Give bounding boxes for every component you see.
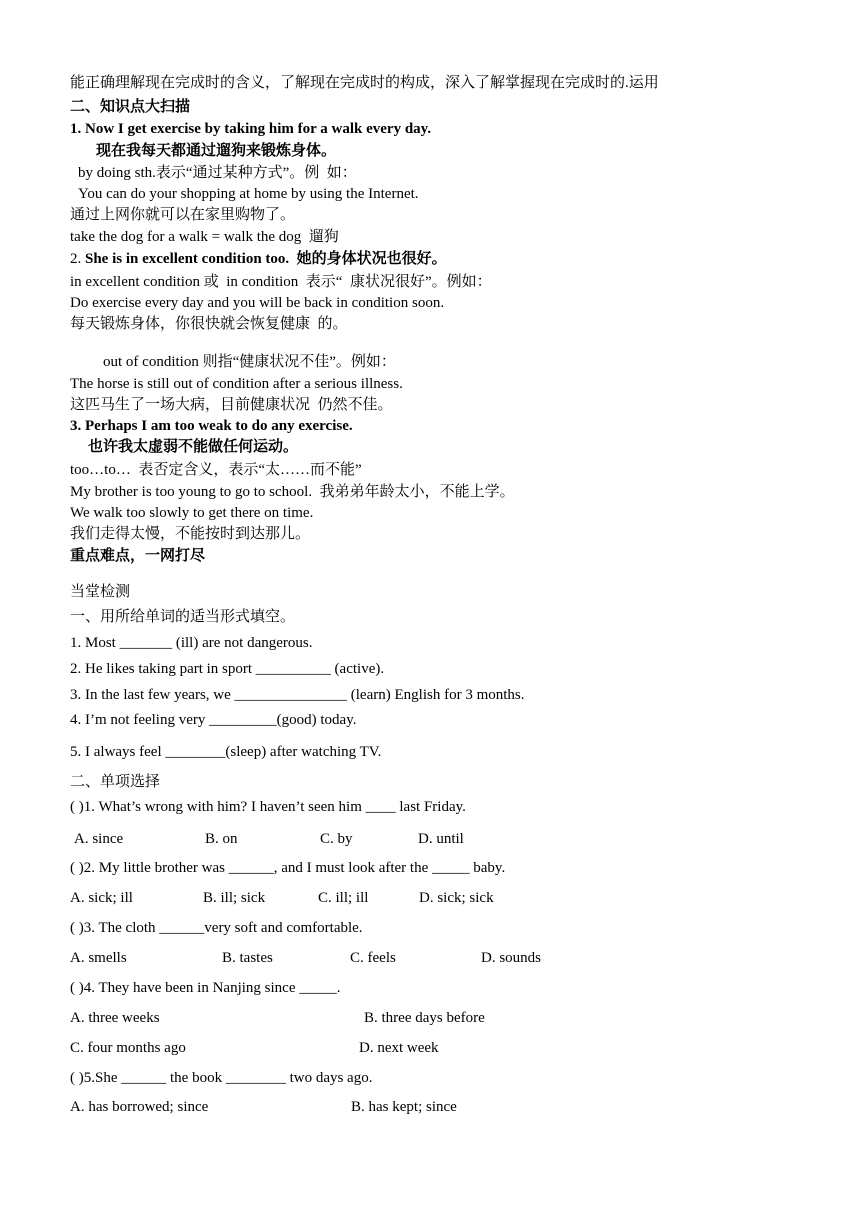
point-2-example-translation: 每天锻炼身体，你很快就会恢复健康 的。 — [70, 316, 348, 332]
fill-question-3: 3. In the last few years, we _______________ (learn) English for 3 months. — [70, 687, 525, 703]
point-1-sentence: 1. Now I get exercise by taking him for a walk every day. — [70, 121, 432, 137]
point-2-text: She is in excellent condition too. 她的身体状况也很好。 — [85, 251, 447, 267]
q2-option-d: D. sick; sick — [419, 890, 494, 906]
section-heading-key-points: 重点难点，一网打尽 — [70, 548, 206, 564]
intro-line: 能正确理解现在完成时的含义，了解现在完成时的构成，深入了解掌握现在完成时的.运用 — [70, 75, 659, 91]
point-2-example: Do exercise every day and you will be back in condition soon. — [70, 295, 445, 311]
choice-question-2: ( )2. My little brother was ______, and I must look after the _____ baby. — [70, 860, 506, 876]
point-2-example-2-translation: 这匹马生了一场大病，目前健康状况 仍然不佳。 — [70, 397, 393, 413]
point-1-example-translation: 通过上网你就可以在家里购物了。 — [70, 207, 296, 223]
point-1-example: You can do your shopping at home by using the Internet. — [78, 186, 419, 202]
q4-option-d: D. next week — [359, 1040, 439, 1056]
choice-question-4: ( )4. They have been in Nanjing since _____. — [70, 980, 341, 996]
q2-option-a: A. sick; ill — [70, 890, 133, 906]
q2-option-c: C. ill; ill — [318, 890, 369, 906]
choice-question-5: ( )5.She ______ the book ________ two days ago. — [70, 1070, 373, 1086]
section-heading-knowledge: 二、知识点大扫描 — [70, 99, 191, 115]
fill-question-5: 5. I always feel ________(sleep) after watching TV. — [70, 744, 382, 760]
q5-option-a: A. has borrowed; since — [70, 1099, 209, 1115]
choice-question-1: ( )1. What’s wrong with him? I haven’t seen him ____ last Friday. — [70, 799, 466, 815]
point-1-translation: 现在我每天都通过遛狗来锻炼身体。 — [96, 143, 337, 159]
part-1-instruction: 一、用所给单词的适当形式填空。 — [70, 609, 296, 625]
q3-option-c: C. feels — [350, 950, 396, 966]
point-1-usage: by doing sth.表示“通过某种方式”。例 如： — [78, 165, 357, 181]
fill-question-1: 1. Most _______ (ill) are not dangerous. — [70, 635, 313, 651]
point-2-example-2: The horse is still out of condition after a serious illness. — [70, 376, 403, 392]
point-2-sentence — [70, 249, 447, 269]
q3-option-a: A. smells — [70, 950, 127, 966]
point-1-phrase: take the dog for a walk = walk the dog 遛狗 — [70, 229, 339, 245]
q3-option-b: B. tastes — [222, 950, 273, 966]
q1-option-d: D. until — [418, 831, 464, 847]
q1-option-a: A. since — [74, 831, 124, 847]
q5-option-b: B. has kept; since — [351, 1099, 457, 1115]
point-2-number: 2. — [70, 251, 82, 267]
point-3-translation: 也许我太虚弱不能做任何运动。 — [88, 439, 299, 455]
q3-option-d: D. sounds — [481, 950, 542, 966]
choice-question-3: ( )3. The cloth ______very soft and comfortable. — [70, 920, 363, 936]
fill-question-4: 4. I’m not feeling very _________(good) today. — [70, 712, 357, 728]
q1-option-c: C. by — [320, 831, 353, 847]
point-3-usage: too…to… 表否定含义，表示“太……而不能” — [70, 462, 362, 478]
section-heading-quiz: 当堂检测 — [70, 584, 131, 600]
point-3-sentence: 3. Perhaps I am too weak to do any exercise. — [70, 418, 353, 434]
q2-option-b: B. ill; sick — [203, 890, 266, 906]
part-2-instruction: 二、单项选择 — [70, 774, 161, 790]
point-3-example-1: My brother is too young to go to school. 我弟弟年龄太小，不能上学。 — [70, 484, 515, 500]
point-3-example-2-translation: 我们走得太慢，不能按时到达那儿。 — [70, 526, 311, 542]
point-3-example-2: We walk too slowly to get there on time. — [70, 505, 314, 521]
q4-option-a: A. three weeks — [70, 1010, 160, 1026]
q4-option-c: C. four months ago — [70, 1040, 186, 1056]
point-2-usage: in excellent condition 或 in condition 表示“ 康状况很好”。例如： — [70, 274, 492, 290]
point-2-usage-2: out of condition 则指“健康状况不佳”。例如： — [103, 354, 396, 370]
q1-option-b: B. on — [205, 831, 238, 847]
q4-option-b: B. three days before — [364, 1010, 485, 1026]
fill-question-2: 2. He likes taking part in sport __________ (active). — [70, 661, 385, 677]
